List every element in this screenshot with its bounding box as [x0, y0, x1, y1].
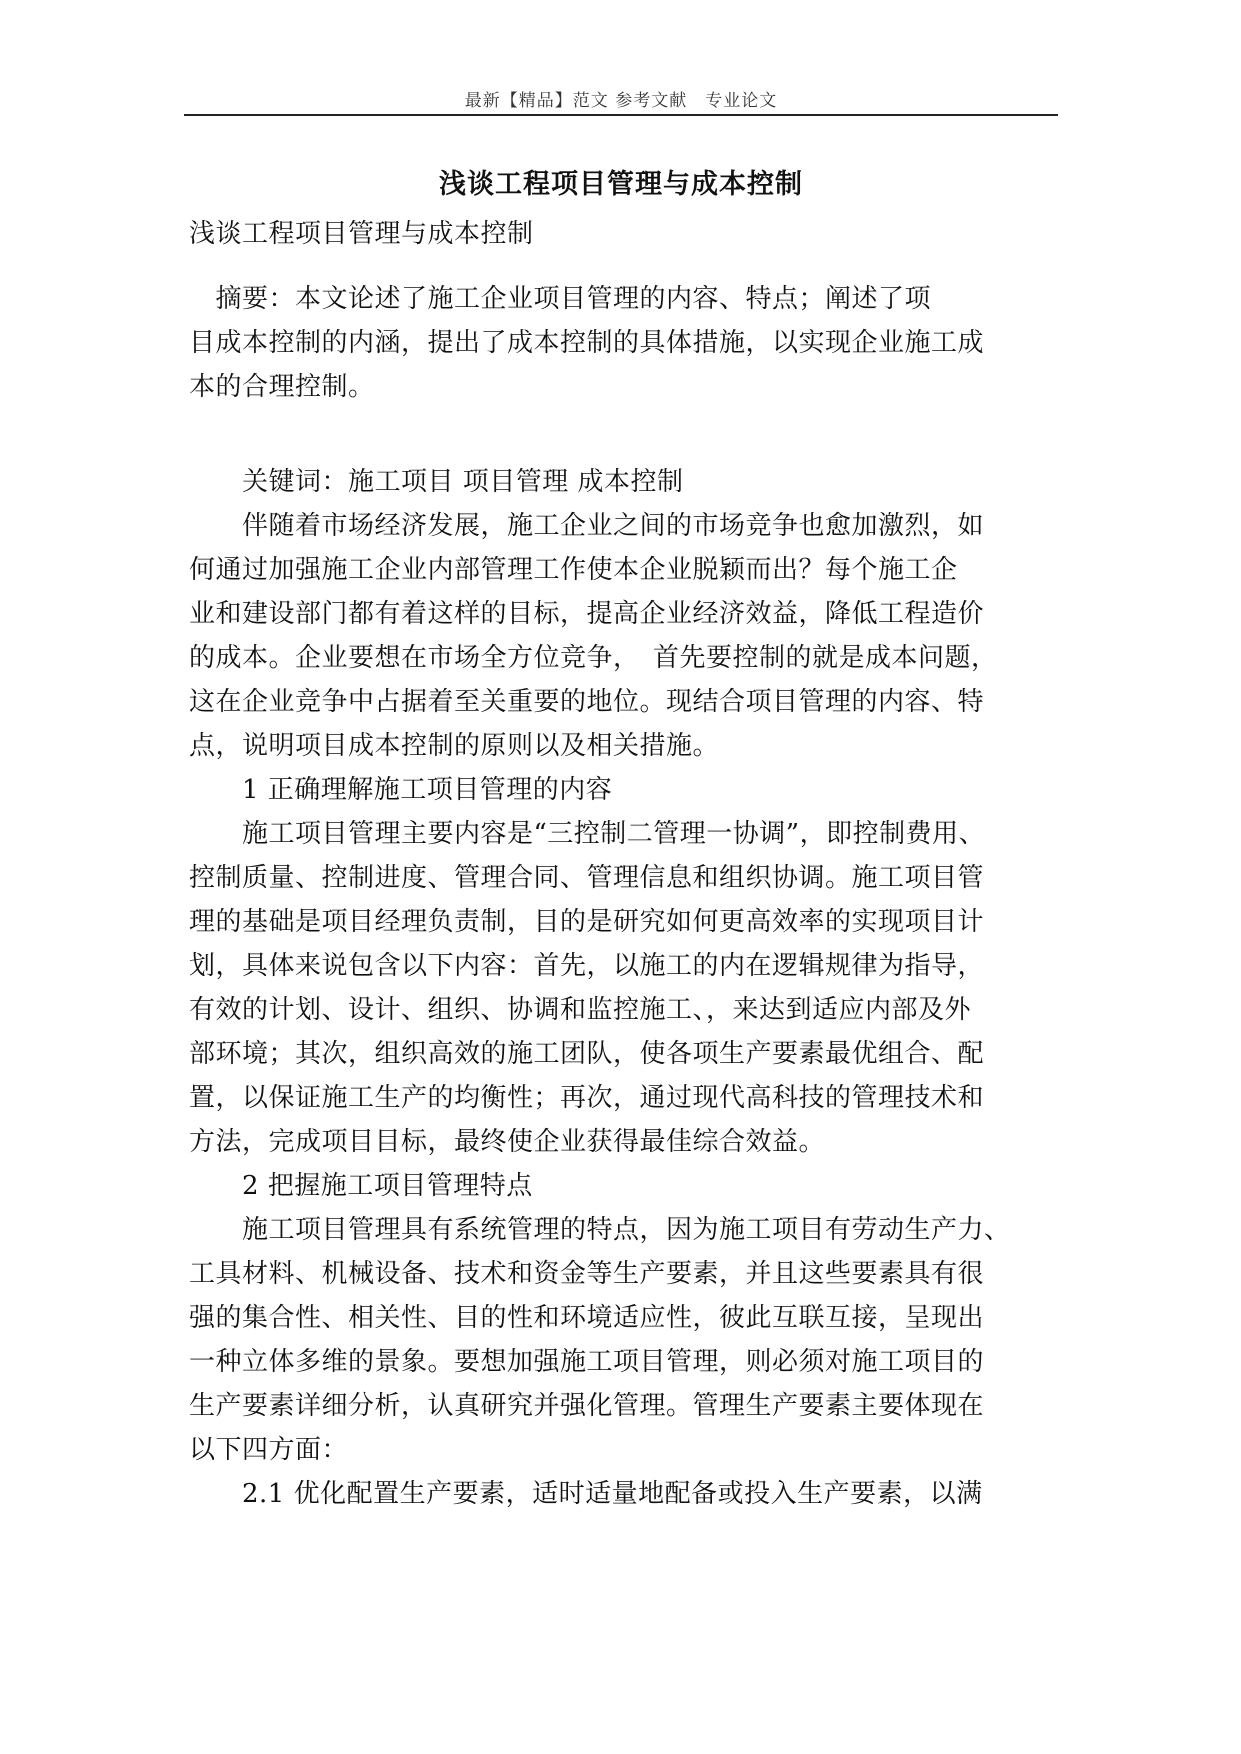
paragraph-line: 有效的计划、设计、组织、协调和监控施工、，来达到适应内部及外: [189, 995, 972, 1025]
abstract-line: 摘要：本文论述了施工企业项目管理的内容、特点；阐述了项: [189, 284, 932, 314]
keywords-line: 关键词：施工项目 项目管理 成本控制: [189, 467, 684, 497]
abstract-line: 目成本控制的内涵，提出了成本控制的具体措施，以实现企业施工成: [189, 328, 985, 358]
paragraph-line: 何通过加强施工企业内部管理工作使本企业脱颖而出？每个施工企: [189, 555, 958, 585]
paragraph-line: 划，具体来说包含以下内容：首先，以施工的内在逻辑规律为指导，: [189, 951, 985, 981]
page-header: 最新【精品】范文 参考文献 专业论文: [464, 91, 778, 111]
paragraph-line: 工具材料、机械设备、技术和资金等生产要素，并且这些要素具有很: [189, 1259, 985, 1289]
subtitle-line: 浅谈工程项目管理与成本控制: [189, 219, 534, 249]
paragraph-line: 强的集合性、相关性、目的性和环境适应性，彼此互联互接，呈现出: [189, 1303, 985, 1333]
paragraph-line: 的成本。企业要想在市场全方位竞争， 首先要控制的就是成本问题，: [189, 643, 998, 673]
paragraph-line: 业和建设部门都有着这样的目标，提高企业经济效益，降低工程造价: [189, 599, 985, 629]
paragraph-line: 这在企业竞争中占据着至关重要的地位。现结合项目管理的内容、特: [189, 687, 985, 717]
document-title: 浅谈工程项目管理与成本控制: [439, 169, 803, 200]
paragraph-line: 置，以保证施工生产的均衡性；再次，通过现代高科技的管理技术和: [189, 1083, 985, 1113]
paragraph-line: 理的基础是项目经理负责制，目的是研究如何更高效率的实现项目计: [189, 907, 985, 937]
paragraph-line: 控制质量、控制进度、管理合同、管理信息和组织协调。施工项目管: [189, 863, 985, 893]
paragraph-line: 施工项目管理具有系统管理的特点，因为施工项目有劳动生产力、: [189, 1215, 1011, 1245]
paragraph-line: 施工项目管理主要内容是“三控制二管理一协调”，即控制费用、: [189, 819, 986, 849]
section-heading: 1 正确理解施工项目管理的内容: [189, 775, 613, 805]
paragraph-line: 点，说明项目成本控制的原则以及相关措施。: [189, 731, 720, 761]
header-divider: [184, 114, 1058, 116]
paragraph-line: 一种立体多维的景象。要想加强施工项目管理，则必须对施工项目的: [189, 1347, 985, 1377]
paragraph-line: 方法，完成项目目标，最终使企业获得最佳综合效益。: [189, 1127, 826, 1157]
paragraph-line: 生产要素详细分析，认真研究并强化管理。管理生产要素主要体现在: [189, 1391, 985, 1421]
section-heading: 2 把握施工项目管理特点: [189, 1171, 533, 1201]
subsection-line: 2.1 优化配置生产要素，适时适量地配备或投入生产要素，以满: [189, 1479, 983, 1509]
paragraph-line: 部环境；其次，组织高效的施工团队，使各项生产要素最优组合、配: [189, 1039, 985, 1069]
paragraph-line: 伴随着市场经济发展，施工企业之间的市场竞争也愈加激烈，如: [189, 511, 985, 541]
abstract-line: 本的合理控制。: [189, 372, 375, 402]
paragraph-line: 以下四方面：: [189, 1435, 349, 1465]
